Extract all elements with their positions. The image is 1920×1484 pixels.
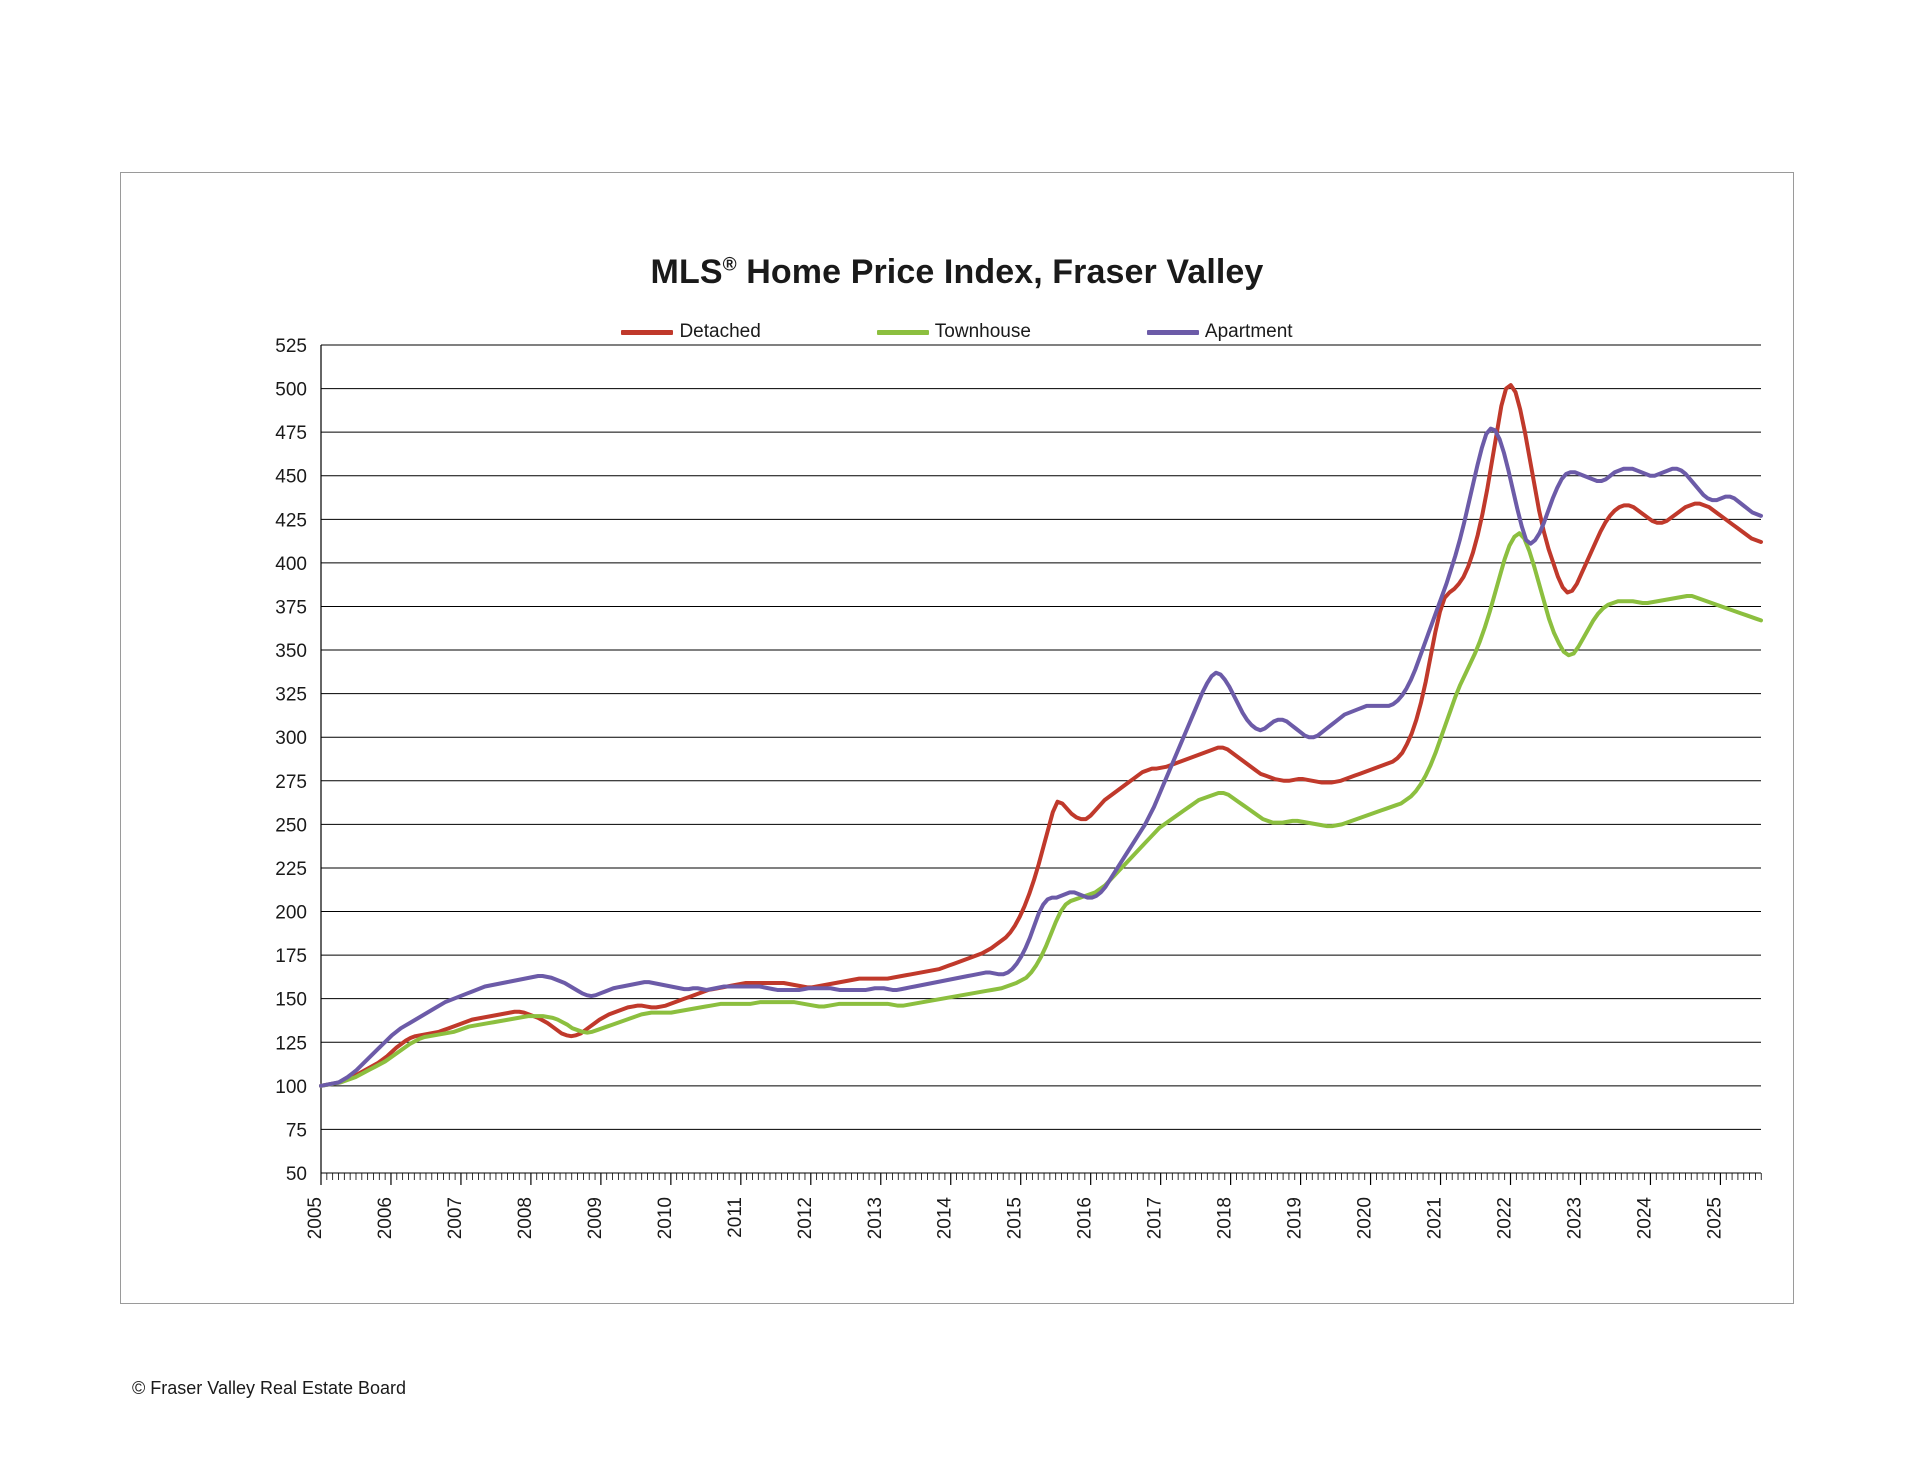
y-axis-tick-label: 500 [275,379,307,401]
chart-frame [120,172,1794,1304]
y-axis-tick-label: 375 [275,597,307,619]
chart-title-main: MLS [650,253,723,291]
y-axis-tick-label: 100 [275,1076,307,1098]
legend-label-detached: Detached [679,321,761,342]
copyright-notice: © Fraser Valley Real Estate Board [132,1378,407,1398]
y-axis-tick-label: 425 [275,510,307,532]
y-axis-tick-label: 525 [275,336,307,357]
x-axis-tick-label: 2025 [1704,1197,1726,1240]
x-axis-tick-label: 2017 [1144,1197,1166,1240]
x-axis-tick-label: 2014 [934,1197,956,1240]
x-axis-tick-label: 2012 [794,1197,816,1240]
x-axis-tick-label: 2008 [514,1197,536,1240]
y-axis-tick-label: 50 [285,1164,307,1185]
x-axis-tick-label: 2013 [864,1197,886,1240]
legend-label-townhouse: Townhouse [934,321,1031,342]
series-line-apartment [321,429,1761,1086]
y-axis-tick-label: 200 [275,902,307,924]
y-axis-tick-label: 225 [275,858,307,880]
x-axis-tick-label: 2011 [724,1197,746,1238]
x-axis-tick-label: 2016 [1074,1197,1096,1240]
x-axis-tick-label: 2024 [1634,1197,1656,1240]
y-axis-tick-label: 175 [275,946,307,968]
plot-wrapper [121,173,1793,1303]
y-axis-tick-label: 300 [275,728,307,750]
x-axis-tick-label: 2021 [1424,1197,1446,1240]
x-axis-tick-label: 2006 [374,1197,396,1240]
y-axis-tick-label: 400 [275,553,307,575]
y-axis-tick-label: 325 [275,684,307,706]
x-axis-tick-label: 2022 [1494,1197,1516,1240]
x-axis-tick-label: 2020 [1354,1197,1376,1240]
y-axis-tick-label: 150 [275,989,307,1011]
y-axis-tick-label: 250 [275,815,307,837]
x-axis-tick-label: 2005 [305,1197,326,1240]
y-axis-tick-label: 275 [275,771,307,793]
registered-mark-icon: ® [722,254,737,276]
chart-title-rest: Home Price Index, Fraser Valley [736,253,1264,291]
x-axis-tick-label: 2023 [1564,1197,1586,1240]
x-axis-tick-label: 2018 [1214,1197,1236,1240]
y-axis-tick-label: 75 [285,1120,307,1142]
series-line-townhouse [321,533,1761,1086]
x-axis-tick-label: 2009 [584,1197,606,1240]
line-chart-plot [121,173,1793,1303]
legend-label-apartment: Apartment [1204,321,1293,342]
series-line-detached [321,385,1761,1086]
x-axis-tick-label: 2019 [1284,1197,1306,1240]
x-axis-tick-label: 2015 [1004,1197,1026,1240]
y-axis-tick-label: 125 [275,1033,307,1055]
x-axis-tick-label: 2007 [444,1197,466,1240]
x-axis-tick-label: 2010 [654,1197,676,1240]
y-axis-tick-label: 350 [275,641,307,663]
y-axis-tick-label: 475 [275,423,307,445]
y-axis-tick-label: 450 [275,466,307,488]
